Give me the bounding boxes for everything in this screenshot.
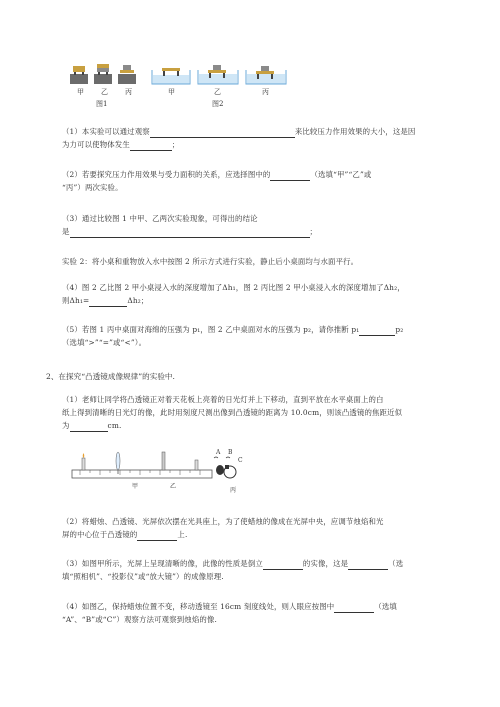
q2-part2: （2）将蜡烛、凸透镜、光屏依次摆在光具座上，为了使蜡烛的像成在光屏中央，应调节烛焰和光 屏的中心位于凸透镜的 上.	[62, 517, 384, 539]
fig1-label-yi: 乙	[101, 88, 108, 96]
bench-label-bing: 丙	[230, 487, 237, 494]
q1-part4: （4）图 2 乙比图 2 甲小桌浸入水的深度增加了Δh₁，图 2 丙比图 2 甲小桌浸入水的深度增加了Δh₂， 则Δh₁= Δh₂；	[62, 283, 405, 305]
answer-blank[interactable]	[270, 171, 310, 181]
answer-blank[interactable]	[70, 422, 108, 432]
answer-blank[interactable]	[359, 326, 395, 336]
answer-blank[interactable]	[137, 531, 177, 541]
q1-part3: （3）通过比较图 1 中甲、乙两次实验现象，可得出的结论 是 ；	[62, 214, 318, 236]
fig2-caption: 图2	[212, 100, 224, 108]
q2-part1: （1）老师让同学将凸透镜正对着天花板上亮着的日光灯并上下移动，直到平放在水平桌面上的白 纸上得到清晰的日光灯的像，此时用刻度尺测出像到凸透镜的距离为 10.0cm，则该凸透镜的焦距近似 为 cm.	[62, 395, 403, 430]
answer-blank[interactable]	[334, 603, 374, 613]
fig2-label-bing: 丙	[262, 88, 269, 96]
q1-part1: （1）本实验可以通过观察 来比较压力作用效果的大小，这是因 为力可以使物体发生 ；	[62, 127, 416, 149]
figure-1-sponge-diagram	[68, 62, 140, 112]
fig1-label-bing: 丙	[125, 88, 132, 96]
answer-blank[interactable]	[70, 228, 310, 238]
bench-label-jia: 甲	[132, 483, 139, 490]
q1-part5: （5）若图 1 丙中桌面对海绵的压强为 p₁，图 2 乙中桌面对水的压强为 p₂，请你推断 p₁ p₂ （选填“>”“=”或“<”）。	[62, 325, 404, 347]
q2-part3: （3）如图甲所示，光屏上呈现清晰的像，此像的性质是倒立 的实像，这是 （选 填“照相机”、“投影仪”或“放大镜”）的成像原理.	[62, 559, 404, 581]
answer-blank[interactable]	[150, 128, 295, 138]
svg-text:A: A	[216, 449, 221, 456]
fig2-label-jia: 甲	[168, 88, 175, 96]
fig2-label-yi: 乙	[214, 88, 221, 96]
answer-blank[interactable]	[130, 141, 172, 151]
bench-label-yi: 乙	[170, 483, 177, 490]
q2-part4: （4）如图乙，保持蜡烛位置不变，移动透镜至 16cm 刻度线处，则人眼应按图中 （选填 “A”、“B”或“C”）观察方法可观察到烛焰的像.	[62, 602, 397, 624]
q1-part2: （2）若要探究压力作用效果与受力面积的关系，应选择图中的 （选填“甲”“乙”或 “丙”）两次实验。	[62, 170, 372, 192]
svg-text:C: C	[238, 457, 243, 464]
q2-title: 2、在探究“凸透镜成像规律”的实验中.	[46, 372, 175, 381]
q1-experiment2: 实验 2：将小桌和重物放入水中按图 2 所示方式进行实验，静止后小桌面均与水面平行。	[62, 257, 359, 266]
answer-blank[interactable]	[89, 297, 127, 307]
svg-text:B: B	[228, 449, 233, 456]
fig1-label-jia: 甲	[77, 88, 84, 96]
fig1-caption: 图1	[96, 100, 108, 108]
answer-blank[interactable]	[348, 560, 388, 570]
answer-blank[interactable]	[263, 560, 303, 570]
optical-bench-diagram	[70, 444, 280, 498]
figure-2-water-tank-diagram	[150, 62, 290, 112]
